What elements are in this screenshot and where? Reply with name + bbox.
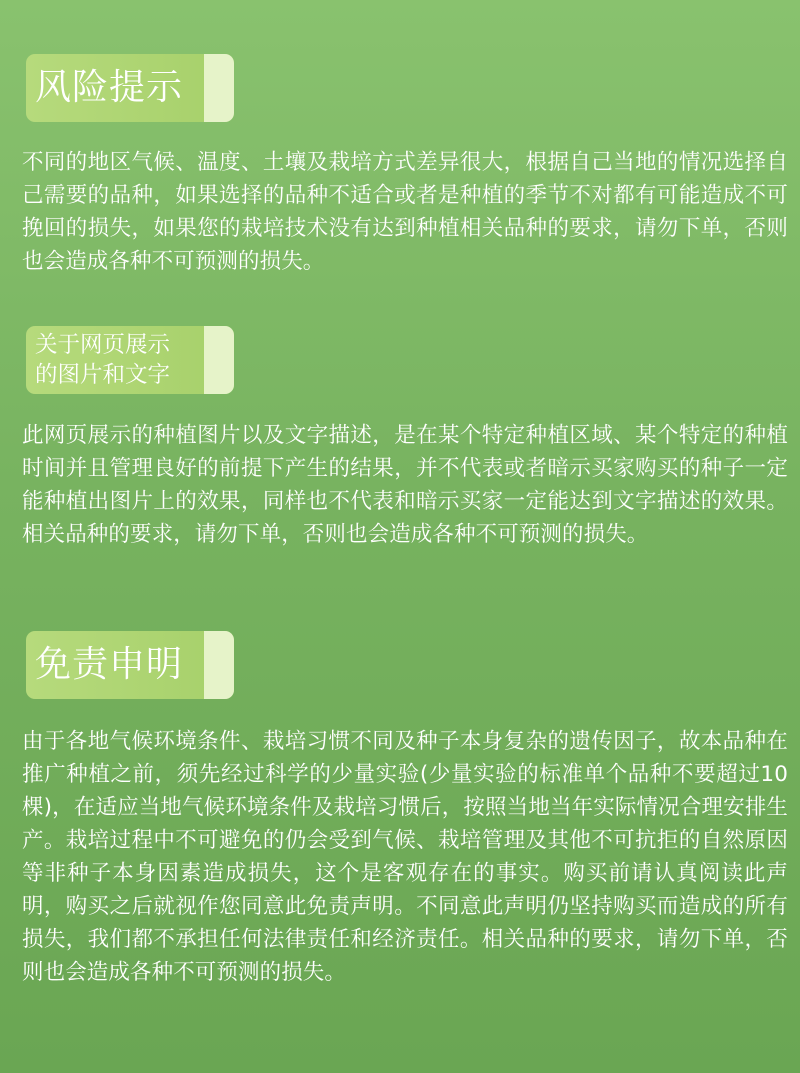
section-body-display: 此网页展示的种植图片以及文字描述，是在某个特定种植区域、某个特定的种植时间并且管理良好的前提下产生的结果，并不代表或者暗示买家购买的种子一定能种植出图片上的效果，同样也不代表和暗示买家一定能达到文字描述的效果。相关品种的要求，请勿下单，否则也会造成各种不可预测的损失。: [22, 423, 788, 547]
tag-accent-stripe: [204, 54, 234, 122]
section-body-disclaimer: 由于各地气候环境条件、栽培习惯不同及种子本身复杂的遗传因子，故本品种在推广种植之前，须先经过科学的少量实验(少量实验的标准单个品种不要超过10棵)，在适应当地气候环境条件及栽培习惯后，按照当地当年实际情况合理安排生产。栽培过程中不可避免的仍会受到气候、栽培管理及其他不可抗拒的自然原因等非种子本身因素造成损失，这个是客观存在的事实。购买前请认真阅读此声明，购买之后就视作您同意此免责声明。不同意此声明仍坚持购买而造成的所有损失，我们都不承担任何法律责任和经济责任。相关品种的要求，请勿下单，否则也会造成各种不可预测的损失。: [22, 729, 788, 985]
section-title-display: 关于网页展示 的图片和文字: [35, 332, 171, 388]
tag-accent-stripe: [204, 326, 234, 394]
section-title-display-tag: [26, 326, 234, 394]
section-body-risk: 不同的地区气候、温度、土壤及栽培方式差异很大，根据自己当地的情况选择自己需要的品种，如果选择的品种不适合或者是种植的季节不对都有可能造成不可挽回的损失，如果您的栽培技术没有达到种植相关品种的要求，请勿下单，否则也会造成各种不可预测的损失。: [22, 150, 788, 274]
tag-accent-stripe: [204, 631, 234, 699]
section-title-disclaimer: 免责申明: [35, 644, 184, 685]
section-title-disclaimer-tag: [26, 631, 234, 699]
section-title-risk-tag: [26, 54, 234, 122]
section-title-risk: 风险提示: [35, 67, 184, 108]
